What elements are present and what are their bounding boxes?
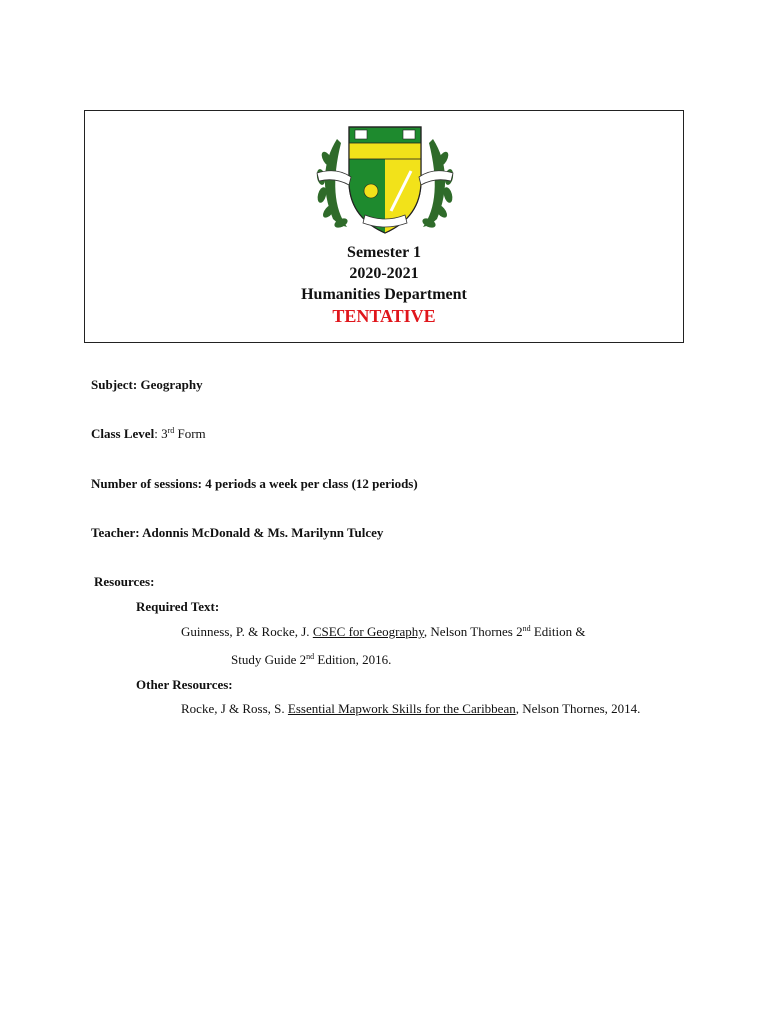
other-title: Essential Mapwork Skills for the Caribbean — [287, 701, 516, 716]
school-crest-logo — [307, 119, 463, 241]
other-authors: Rocke, J & Ross, S. — [181, 701, 288, 716]
header-title-block — [85, 242, 683, 327]
header-box — [84, 110, 684, 343]
laurel-left-icon — [316, 139, 349, 230]
teacher-line: Teacher: Adonnis McDonald & Ms. Marilynn Tulcey — [91, 525, 384, 540]
shield-icon — [349, 127, 421, 233]
class-level-number: 3 — [161, 426, 168, 441]
sessions-line: Number of sessions: 4 periods a week per class (12 periods) — [91, 476, 418, 491]
required-authors: Guinness, P. & Rocke, J. — [181, 624, 313, 639]
subject-line: Subject: Geography — [91, 377, 203, 392]
class-level-suffix: rd — [167, 426, 175, 435]
department-name: Humanities Department — [301, 286, 467, 303]
required-publisher-post: Edition & — [530, 624, 586, 639]
study-guide-pre: Study Guide 2 — [231, 652, 307, 667]
class-level-word: Form — [174, 426, 206, 441]
required-text-citation-line1 — [181, 624, 586, 640]
laurel-right-icon — [421, 139, 454, 230]
required-text-citation-line2 — [231, 652, 391, 668]
required-edition-sup: nd — [522, 624, 531, 633]
other-resources-citation — [181, 701, 640, 717]
class-level-line — [91, 426, 206, 442]
semester-title: Semester 1 — [347, 244, 421, 261]
tentative-status: TENTATIVE — [332, 306, 436, 326]
study-guide-sup: nd — [306, 652, 315, 661]
academic-year: 2020-2021 — [349, 265, 419, 282]
other-rest: , Nelson Thornes, 2014. — [515, 701, 641, 716]
class-level-label: Class Level — [91, 426, 155, 441]
resources-heading: Resources: — [94, 574, 155, 589]
study-guide-post: Edition, 2016. — [314, 652, 392, 667]
required-text-heading: Required Text: — [136, 599, 220, 614]
required-title: CSEC for Geography — [312, 624, 424, 639]
required-publisher-pre: , Nelson Thornes 2 — [423, 624, 523, 639]
other-resources-heading: Other Resources: — [136, 677, 233, 692]
class-level-sep: : — [154, 426, 162, 441]
